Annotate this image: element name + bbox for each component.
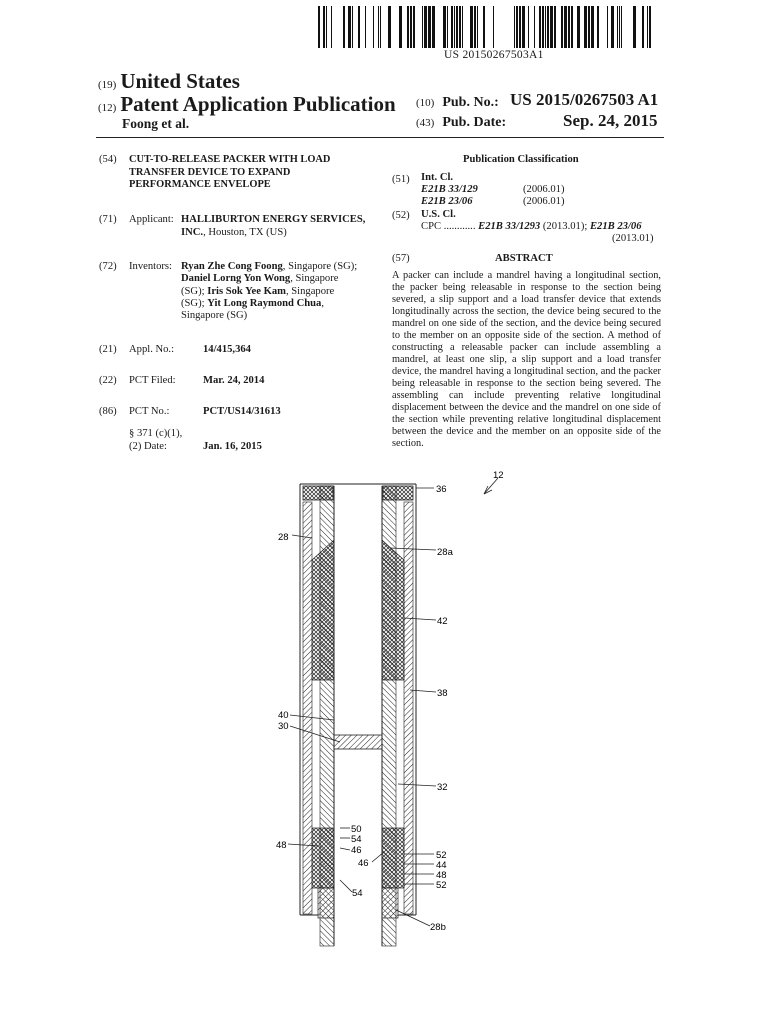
pub-date-label: Pub. Date:	[442, 115, 507, 130]
invention-title: CUT-TO-RELEASE PACKER WITH LOAD TRANSFER DEVICE TO EXPAND PERFORMANCE ENVELOPE	[129, 154, 331, 190]
inventor-name: Iris Sok Yee Kam	[207, 285, 286, 297]
pct-no: PCT/US14/31613	[203, 406, 281, 417]
inventor-location: Singapore (SG)	[181, 310, 248, 322]
int-code: (51)	[392, 174, 410, 185]
label-50: 50	[351, 824, 362, 835]
abstract-heading: ABSTRACT	[495, 253, 553, 264]
applicant	[181, 214, 371, 239]
classification-heading: Publication Classification	[463, 154, 579, 165]
severable-section	[334, 735, 382, 749]
pub-no: US 2015/0267503 A1	[510, 90, 659, 109]
label-28b: 28b	[430, 922, 446, 933]
int-class-1-version: (2006.01)	[523, 184, 565, 195]
label-30: 30	[278, 721, 289, 732]
pct-no-code: (86)	[99, 406, 117, 417]
inventor-location: (SG);	[181, 285, 205, 297]
label-52-lower: 52	[436, 880, 447, 891]
label-32: 32	[437, 782, 448, 793]
label-42: 42	[437, 616, 448, 627]
header-rule	[96, 137, 664, 138]
pub-date: Sep. 24, 2015	[563, 111, 658, 130]
pct-filed-date: Mar. 24, 2014	[203, 375, 265, 386]
applicant-name: HALLIBURTON ENERGY SERVICES, INC.	[181, 214, 366, 238]
inventors-list	[181, 261, 381, 322]
applicant-label: Applicant:	[129, 214, 174, 225]
label-52-upper: 52	[436, 850, 447, 861]
country: United States	[120, 69, 240, 93]
pub-date-line	[416, 113, 506, 131]
load-transfer-left	[312, 540, 334, 680]
s371-date: Jan. 16, 2015	[203, 441, 262, 452]
int-class-2: E21B 23/06	[421, 196, 473, 207]
country-code: (19)	[98, 79, 117, 91]
load-transfer-right	[382, 540, 404, 680]
slip-support-right	[382, 888, 398, 918]
appl-label: Appl. No.:	[129, 344, 175, 355]
label-38: 38	[437, 688, 448, 699]
int-class-1: E21B 33/129	[421, 184, 478, 195]
inventor-name: Ryan Zhe Cong Foong	[181, 261, 283, 272]
label-28: 28	[278, 532, 289, 543]
cpc-class-1: E21B 33/1293	[478, 221, 541, 232]
cpc-class-2: E21B 23/06	[589, 221, 642, 232]
country-line	[98, 69, 240, 94]
label-36: 36	[436, 484, 447, 495]
s371-date-label: (2) Date:	[129, 441, 167, 452]
housing-wall-left	[303, 502, 312, 914]
inventors-short: Foong et al.	[122, 116, 190, 131]
inventor-location: ,	[321, 297, 324, 309]
label-44: 44	[436, 860, 447, 871]
inventor-name: Yit Long Raymond Chua	[207, 297, 322, 309]
slip-left	[312, 828, 334, 888]
cpc-dots: ............	[443, 221, 476, 232]
cpc-label: CPC	[421, 221, 442, 232]
pct-filed-code: (22)	[99, 375, 117, 386]
label-54-upper: 54	[351, 834, 362, 845]
label-48-right: 48	[436, 870, 447, 881]
label-54-lower: 54	[352, 888, 363, 899]
us-code: (52)	[392, 210, 410, 221]
appl-code: (21)	[99, 344, 117, 355]
inventor-location: , Singapore	[285, 285, 335, 297]
appl-no: 14/415,364	[203, 344, 251, 355]
label-46-upper: 46	[351, 845, 362, 856]
barcode	[318, 6, 662, 48]
abstract-text: A packer can include a mandrel having a longitudinal section, the packer being releasable in response to the section being severed, a slip support and a load transfer device that extends longitudinally across the section, the device being secured to the mandrel on one side of the section, and the device being secured to the member on an opposite side of the section. A method of constructing a releasable packer can include assembling a mandrel, at least one slip, a slip support and a load transfer device, the mandrel having a longitudinal section, and the packer being releasable in response to the section being severed. The assembling can include preventing relative longitudinal displacement between the device and the mandrel on one side of the section while preventing relative longitudinal displacement between the device and the member on an opposite side of the section.	[392, 270, 661, 449]
inventor-location: (SG);	[181, 297, 205, 309]
publication-type-line	[98, 92, 396, 117]
inventor-location: , Singapore (SG);	[282, 261, 358, 272]
cpc-class-1-version: (2013.01);	[542, 221, 588, 232]
pub-no-line	[416, 93, 499, 111]
pct-no-label: PCT No.:	[129, 406, 170, 417]
s371-label: § 371 (c)(1),	[129, 428, 183, 439]
int-class-2-version: (2006.01)	[523, 196, 565, 207]
applicant-code: (71)	[99, 214, 117, 225]
pct-filed-label: PCT Filed:	[129, 375, 176, 386]
housing-wall-right	[404, 502, 413, 914]
applicant-location: , Houston, TX (US)	[203, 226, 287, 238]
barcode-number: US 20150267503A1	[444, 49, 544, 61]
int-label: Int. Cl.	[421, 172, 454, 183]
slip-right	[382, 828, 404, 888]
us-label: U.S. Cl.	[421, 209, 456, 220]
type-code: (12)	[98, 102, 117, 114]
pub-date-code: (43)	[416, 117, 435, 129]
inventors-code: (72)	[99, 261, 117, 272]
label-40: 40	[278, 710, 289, 721]
inventor-location: , Singapore	[290, 273, 339, 285]
publication-type: Patent Application Publication	[120, 92, 396, 116]
label-48-left: 48	[276, 840, 287, 851]
abstract-code: (57)	[392, 253, 410, 264]
cpc-line	[421, 221, 642, 232]
inventor-name: Daniel Lorng Yon Wong	[181, 273, 291, 285]
label-28a: 28a	[437, 547, 453, 558]
title-code: (54)	[99, 154, 117, 165]
inventors-label: Inventors:	[129, 261, 172, 272]
label-46-lower: 46	[358, 858, 369, 869]
label-12: 12	[493, 470, 504, 481]
pub-no-code: (10)	[416, 97, 435, 109]
slip-support-left	[318, 888, 334, 918]
cpc-class-2-version: (2013.01)	[612, 233, 654, 244]
packer-drawing	[270, 468, 520, 948]
pub-no-label: Pub. No.:	[442, 95, 499, 110]
